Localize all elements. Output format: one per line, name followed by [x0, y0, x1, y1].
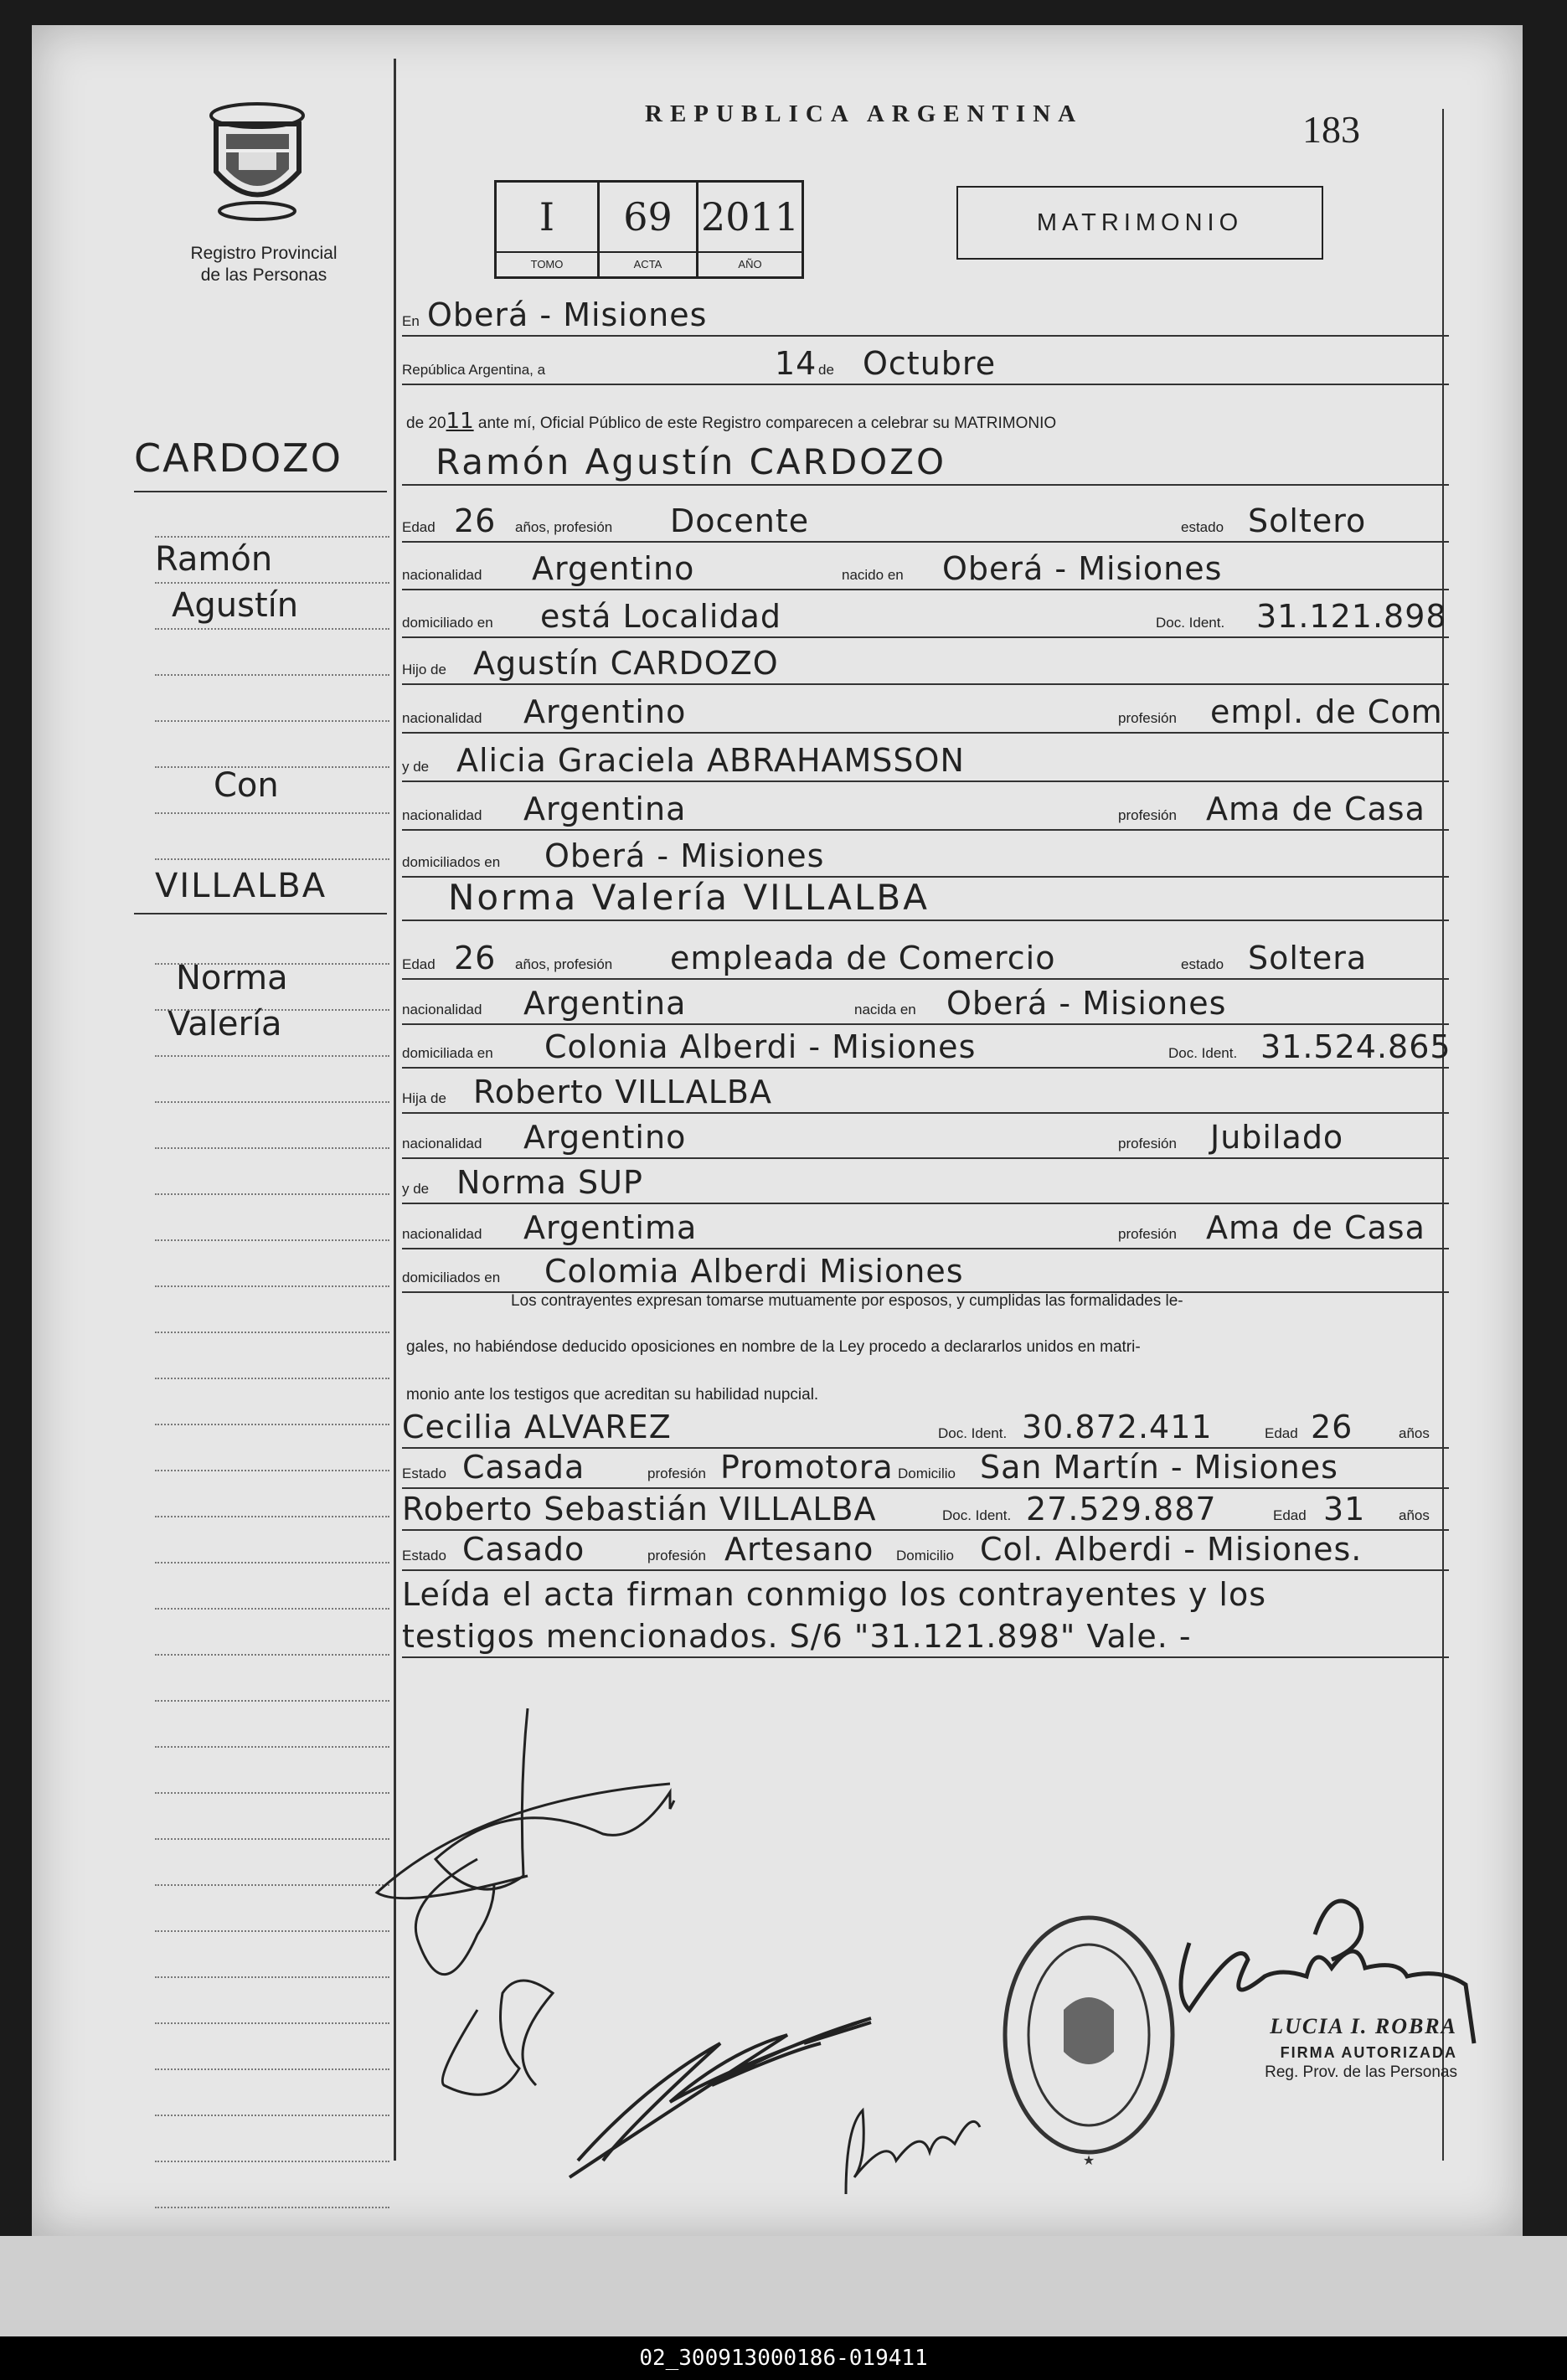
label-profesion: profesión: [647, 1466, 706, 1481]
signature-witness-2: [570, 2018, 871, 2177]
bride-mother-profession: Ama de Casa: [1206, 1209, 1425, 1246]
bride-father-nationality: Argentino: [523, 1119, 687, 1156]
witness2-name: Roberto Sebastián VILLALBA: [402, 1491, 877, 1527]
svg-text:★: ★: [1082, 2154, 1095, 2168]
declaration-line-1: Los contrayentes expresan tomarse mutuamente por esposos, y cumplidas las formalidades le-: [511, 1292, 1183, 1310]
label-nacida: nacida en: [854, 1002, 916, 1017]
signature-contrayente: [846, 2110, 980, 2194]
bride-mother: Norma SUP: [456, 1164, 643, 1201]
label-profesion: años, profesión: [515, 956, 613, 972]
witness1-profession: Promotora: [720, 1449, 894, 1486]
label-nacionalidad: nacionalidad: [402, 567, 482, 583]
witness1-row: [402, 1407, 1449, 1449]
margin-rule: [134, 913, 387, 914]
witness2-age: 31: [1323, 1491, 1366, 1527]
label-doc: Doc. Ident.: [938, 1425, 1008, 1441]
label-domicilio: Domicilio: [898, 1466, 956, 1481]
date-de: de: [818, 362, 834, 378]
bride-mother-nationality: Argentima: [523, 1209, 698, 1246]
intro-year-prefix: de 20: [406, 415, 446, 432]
bride-address: Colonia Alberdi - Misiones: [544, 1028, 977, 1065]
margin-rule: [134, 491, 387, 492]
label-nacionalidad: nacionalidad: [402, 710, 482, 726]
label-edad: Edad: [1265, 1425, 1298, 1441]
witness1-details-row: [402, 1447, 1449, 1489]
label-profesion: profesión: [1118, 710, 1177, 726]
groom-father-profession: empl. de Com: [1210, 693, 1443, 730]
margin-groom-name-2: Agustín: [172, 586, 299, 625]
bride-address-row: [402, 1027, 1449, 1069]
witness1-address: San Martín - Misiones: [980, 1449, 1338, 1486]
bride-name-row: [402, 871, 1449, 921]
file-id: 02_300913000186-019411: [0, 2336, 1567, 2380]
groom-father-row: [402, 643, 1449, 685]
label-domicilio: Domicilio: [896, 1548, 954, 1563]
label-doc: Doc. Ident.: [942, 1507, 1012, 1523]
label-profesion: años, profesión: [515, 519, 613, 535]
bride-profession: empleada de Comercio: [670, 940, 1056, 976]
groom-age: 26: [454, 502, 497, 539]
label-nacionalidad: nacionalidad: [402, 807, 482, 823]
official-signature-block: [1206, 2014, 1457, 2082]
official-title: FIRMA AUTORIZADA: [1280, 2044, 1457, 2061]
location-prefix: En: [402, 313, 420, 329]
label-profesion: profesión: [647, 1548, 706, 1563]
margin-rule: [155, 628, 389, 630]
bride-father: Roberto VILLALBA: [473, 1074, 772, 1110]
groom-doc: 31.121.898: [1256, 598, 1447, 635]
groom-nationality-row: [402, 549, 1449, 590]
bride-mother-nat-row: [402, 1208, 1449, 1249]
tomo-label: TOMO: [497, 251, 600, 278]
margin-rule: [155, 1239, 389, 1241]
margin-rule: [155, 1516, 389, 1517]
groom-mother-nat-row: [402, 789, 1449, 831]
groom-full-name: Ramón Agustín CARDOZO: [436, 441, 947, 482]
bride-father-row: [402, 1072, 1449, 1114]
groom-status: Soltero: [1248, 502, 1367, 539]
groom-mother-profession: Ama de Casa: [1206, 791, 1425, 827]
registration-box: [494, 180, 804, 279]
witness2-doc: 27.529.887: [1026, 1491, 1217, 1527]
margin-rule: [155, 582, 389, 584]
label-hija-de: Hija de: [402, 1090, 446, 1106]
margin-rule: [155, 1562, 389, 1563]
date-month: Octubre: [863, 345, 997, 382]
declaration-line-2: gales, no habiéndose deducido oposiciones en nombre de la Ley procedo a declararlos unidos en matri-: [406, 1338, 1141, 1356]
margin-rule: [155, 1470, 389, 1471]
label-hijo-de: Hijo de: [402, 662, 446, 677]
groom-nationality: Argentino: [532, 550, 695, 587]
margin-rule: [155, 858, 389, 860]
witness2-profession: Artesano: [724, 1531, 874, 1568]
registry-name: [142, 243, 385, 286]
label-estado: estado: [1181, 519, 1224, 535]
margin-rule: [155, 1147, 389, 1149]
closing-line-1-row: [402, 1574, 1449, 1615]
label-profesion: profesión: [1118, 1136, 1177, 1151]
label-estado: estado: [1181, 956, 1224, 972]
witness2-status: Casado: [462, 1531, 585, 1568]
acta-value: 69: [600, 183, 698, 251]
country-title: REPUBLICA ARGENTINA: [645, 100, 1084, 127]
bride-nationality-row: [402, 983, 1449, 1025]
bride-status: Soltera: [1248, 940, 1368, 976]
label-edad: Edad: [402, 519, 436, 535]
anio-value: 2011: [700, 194, 800, 240]
groom-mother: Alicia Graciela ABRAHAMSSON: [456, 742, 965, 779]
label-estado: Estado: [402, 1466, 446, 1481]
bride-birthplace: Oberá - Misiones: [946, 985, 1227, 1022]
registry-emblem: [201, 100, 314, 226]
margin-rule: [155, 1424, 389, 1425]
groom-mother-nationality: Argentina: [523, 791, 687, 827]
witness2-details-row: [402, 1529, 1449, 1571]
bride-age: 26: [454, 940, 497, 976]
label-profesion: profesión: [1118, 807, 1177, 823]
date-row: [402, 343, 1449, 385]
margin-rule: [155, 536, 389, 538]
signature-witness-1: [377, 1708, 674, 2094]
margin-bride-name-1: Norma: [176, 959, 288, 997]
label-doc: Doc. Ident.: [1156, 615, 1225, 631]
label-anios: años: [1399, 1507, 1430, 1523]
witness1-age: 26: [1311, 1409, 1353, 1445]
label-nacionalidad: nacionalidad: [402, 1136, 482, 1151]
anio-label: AÑO: [698, 251, 802, 278]
declaration-line-3: monio ante los testigos que acreditan su habilidad nupcial.: [406, 1386, 819, 1404]
margin-rule: [155, 674, 389, 676]
groom-address-row: [402, 596, 1449, 638]
groom-address: está Localidad: [540, 598, 782, 635]
label-estado: Estado: [402, 1548, 446, 1563]
label-domiciliada: domiciliada en: [402, 1045, 493, 1061]
label-y-de: y de: [402, 759, 430, 775]
label-nacido: nacido en: [842, 567, 904, 583]
intro-year-suffix: 11: [446, 409, 474, 434]
bride-father-nat-row: [402, 1117, 1449, 1159]
location-value: Oberá - Misiones: [427, 296, 708, 333]
label-domiciliado: domiciliado en: [402, 615, 493, 631]
groom-profession: Docente: [670, 502, 810, 539]
margin-rule: [155, 1332, 389, 1333]
margin-groom-name-1: Ramón: [155, 540, 273, 579]
label-doc: Doc. Ident.: [1168, 1045, 1238, 1061]
witness2-row: [402, 1489, 1449, 1531]
official-stamp: [1005, 1918, 1173, 2168]
label-domiciliados: domiciliados en: [402, 854, 501, 870]
margin-con: Con: [214, 766, 279, 805]
margin-bride-surname: VILLALBA: [155, 867, 327, 905]
bride-nationality: Argentina: [523, 985, 687, 1022]
label-domiciliados: domiciliados en: [402, 1270, 501, 1285]
bride-father-profession: Jubilado: [1210, 1119, 1344, 1156]
groom-father: Agustín CARDOZO: [473, 645, 779, 682]
groom-age-row: [402, 501, 1449, 543]
date-prefix: República Argentina, a: [402, 362, 546, 378]
margin-rule: [155, 812, 389, 814]
label-nacionalidad: nacionalidad: [402, 1002, 482, 1017]
margin-rule: [155, 1101, 389, 1103]
margin-bride-name-2: Valería: [168, 1005, 282, 1043]
label-y-de: y de: [402, 1181, 430, 1197]
groom-parents-address: Oberá - Misiones: [544, 837, 825, 874]
label-nacionalidad: nacionalidad: [402, 1226, 482, 1242]
margin-rule: [155, 1193, 389, 1195]
tomo-value: I: [497, 183, 600, 251]
witness1-status: Casada: [462, 1449, 585, 1486]
signature-area: [352, 1692, 1524, 2211]
bride-full-name: Norma Valería VILLALBA: [448, 877, 930, 918]
bride-age-row: [402, 938, 1449, 980]
label-edad: Edad: [1273, 1507, 1307, 1523]
bride-mother-row: [402, 1162, 1449, 1204]
intro-line: [406, 409, 1056, 434]
margin-rule: [155, 1055, 389, 1057]
acta-label: ACTA: [600, 251, 698, 278]
margin-rule: [155, 1608, 389, 1610]
registry-line-2: de las Personas: [200, 265, 327, 285]
witness1-doc: 30.872.411: [1022, 1409, 1213, 1445]
witness2-address: Col. Alberdi - Misiones.: [980, 1531, 1363, 1568]
groom-father-nat-row: [402, 692, 1449, 734]
witness1-name: Cecilia ALVAREZ: [402, 1409, 672, 1445]
record-type: MATRIMONIO: [956, 186, 1323, 260]
bride-doc: 31.524.865: [1260, 1028, 1451, 1065]
margin-rule: [155, 720, 389, 722]
margin-rule: [155, 1378, 389, 1379]
label-edad: Edad: [402, 956, 436, 972]
groom-birthplace: Oberá - Misiones: [942, 550, 1223, 587]
closing-line-1: Leída el acta firman conmigo los contrayentes y los: [402, 1576, 1266, 1613]
bride-parents-address-row: [402, 1251, 1449, 1293]
page-bottom-edge: [0, 2236, 1567, 2336]
groom-father-nationality: Argentino: [523, 693, 687, 730]
bride-parents-address: Colomia Alberdi Misiones: [544, 1253, 964, 1290]
label-anios: años: [1399, 1425, 1430, 1441]
date-day: 14: [775, 345, 817, 382]
page-number: 183: [1302, 108, 1360, 151]
label-profesion: profesión: [1118, 1226, 1177, 1242]
margin-rule: [155, 1654, 389, 1656]
closing-line-2-row: [402, 1616, 1449, 1658]
margin-rule: [155, 1285, 389, 1287]
groom-name-row: [402, 435, 1449, 486]
location-row: [402, 295, 1449, 337]
closing-line-2: testigos mencionados. S/6 "31.121.898" Vale. -: [402, 1618, 1192, 1655]
official-name: LUCIA I. ROBRA: [1270, 2014, 1457, 2038]
official-office: Reg. Prov. de las Personas: [1265, 2063, 1457, 2081]
margin-groom-surname: CARDOZO: [134, 435, 343, 481]
registry-line-1: Registro Provincial: [190, 244, 338, 263]
intro-text: ante mí, Oficial Público de este Registro comparecen a celebrar su MATRIMONIO: [477, 415, 1057, 432]
groom-mother-row: [402, 740, 1449, 782]
